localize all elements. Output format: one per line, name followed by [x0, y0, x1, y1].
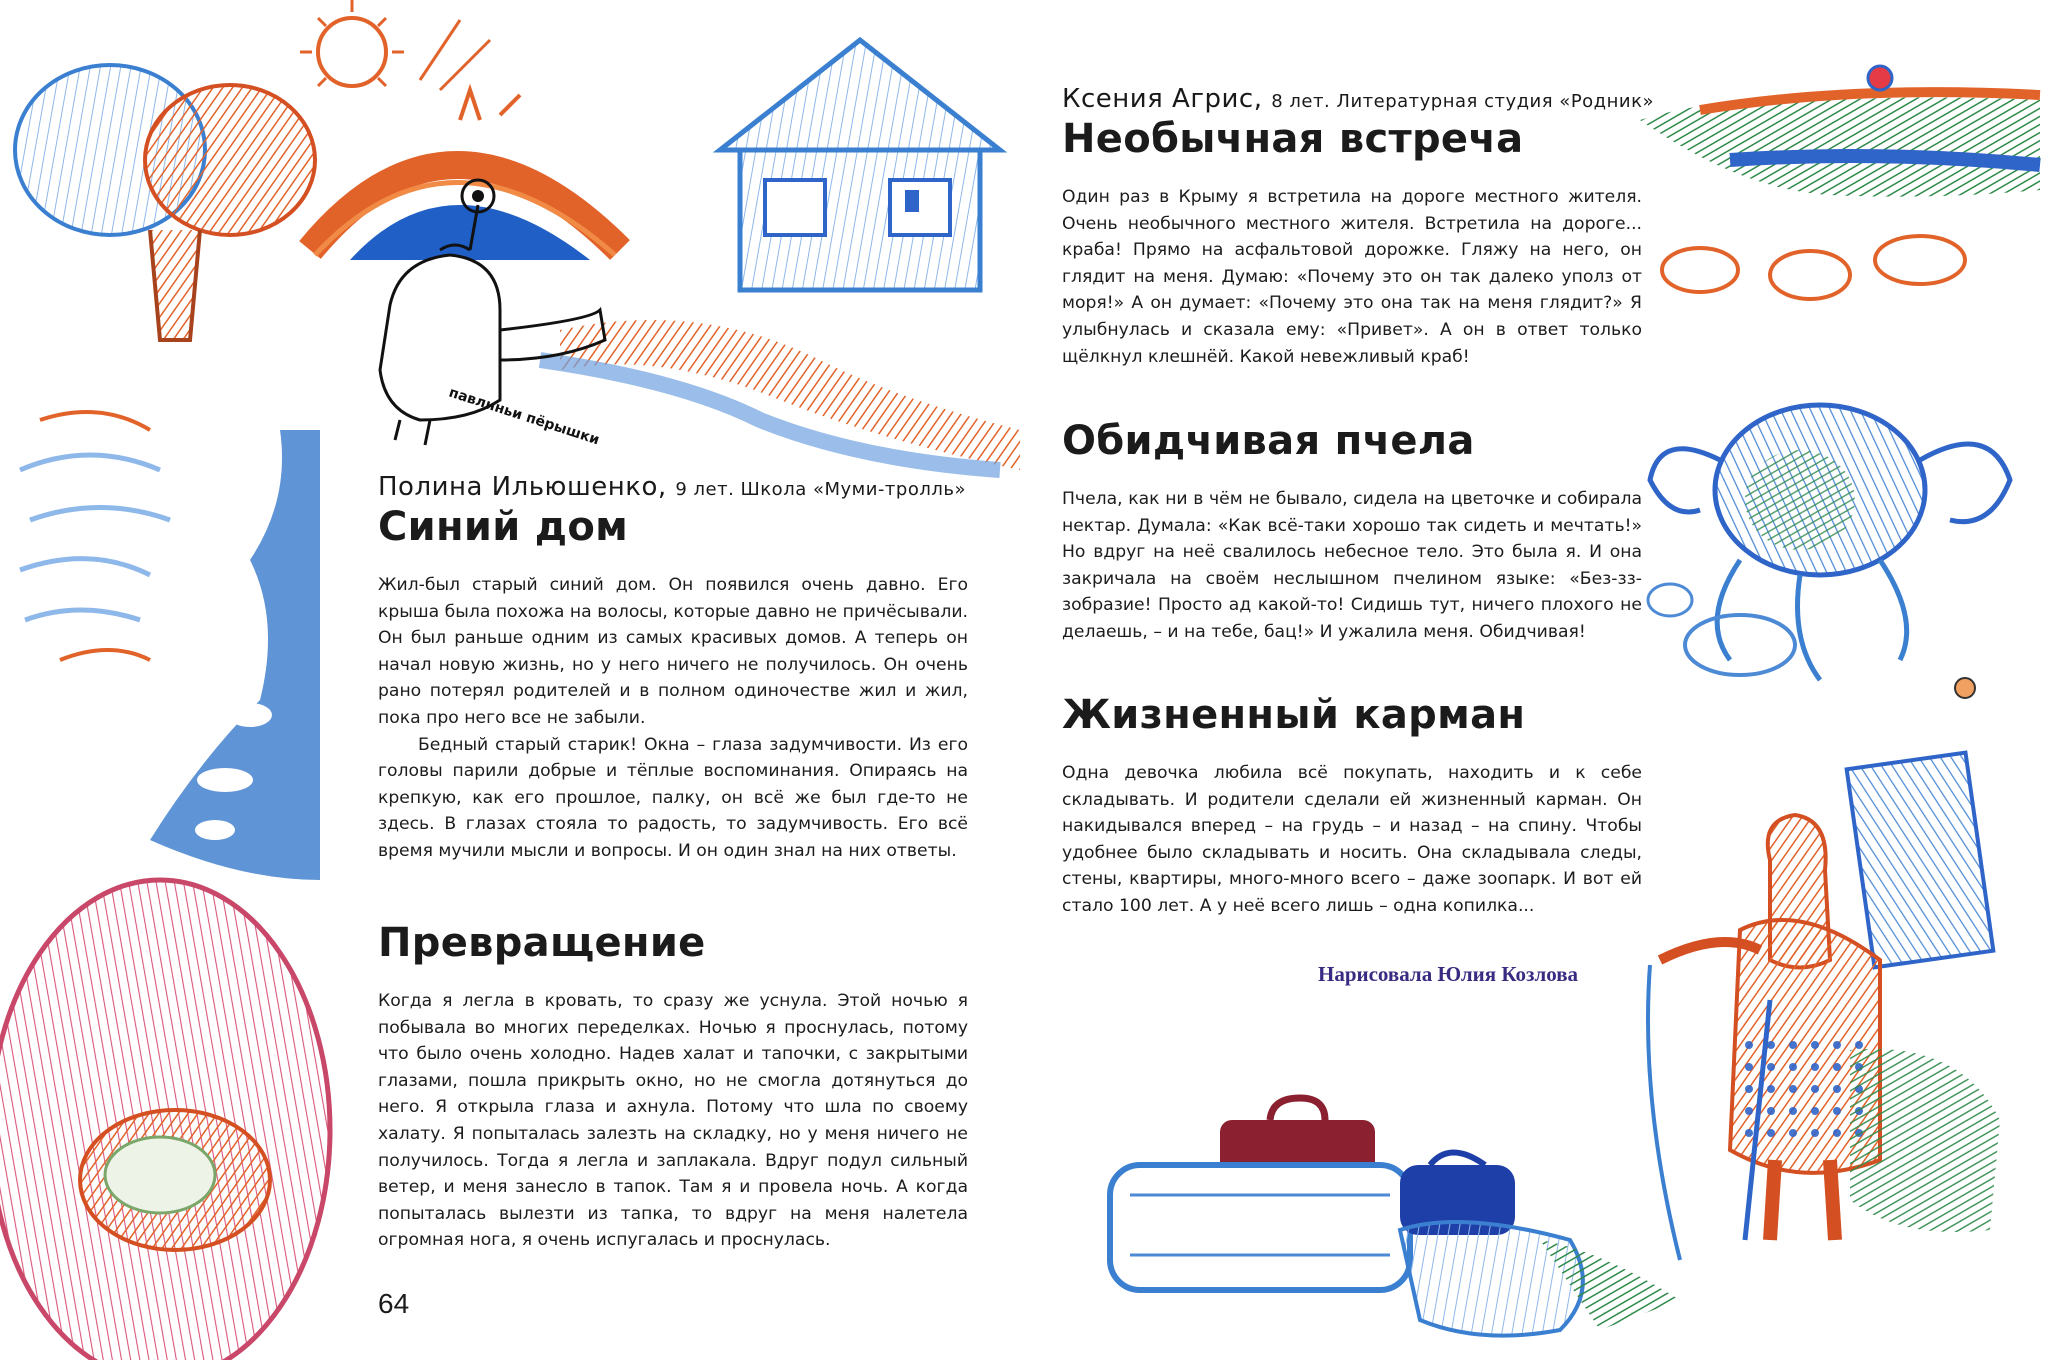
story-paragraph: Пчела, как ни в чём не бывало, сидела на цветочке и собирала нектар. Думала: «Как всё-таки хорошо так сидеть и мечтать!» Но вдруг на неё свалилось небесное тело. Это была я. И она закричала на своём неслышном пчелином языке: «Без-зз-зобразие! Просто ад какой-то! Сидишь тут, ничего плохого не делаешь, – и на тебе, бац!» И ужалила меня. Обидчивая!	[1062, 489, 1642, 642]
story-title: Синий дом	[378, 504, 629, 550]
author-name: Полина Ильюшенко,	[378, 472, 667, 502]
suitcases-drawing	[1110, 1098, 1680, 1336]
road-drawing	[540, 320, 1020, 470]
story-zhiznenny-karman	[1062, 692, 1642, 920]
story-prevrashchenie	[378, 920, 968, 1254]
bird-nest-drawing	[0, 880, 330, 1360]
author-meta: 8 лет. Литературная студия «Родник»	[1271, 91, 1654, 112]
sun-drawing	[300, 0, 490, 90]
story-obidchivaya-pchela	[1062, 418, 1642, 646]
author-meta: 9 лет. Школа «Муми-тролль»	[675, 479, 966, 500]
page-number: 64	[378, 1288, 410, 1319]
author-name: Ксения Агрис,	[1062, 84, 1263, 114]
bridge-drawing	[310, 90, 620, 260]
blue-house-drawing	[720, 40, 1000, 290]
story-paragraph: Когда я легла в кровать, то сразу же уснула. Этой ночью я побывала во многих переделках. Ночью я проснулась, потому что было очень холодно. Надев халат и тапочки, с закрытыми глазами, пошла прикрыть окно, но не смогла дотянуться до него. Я открыла глаза и ахнула. Потому что шла по своему халату. Я попыталась залезть на складку, но у меня ничего не получилось. Тогда я легла и заплакала. Вдруг подул сильный ветер, и меня занесло в тапок. Там я и провела ночь. А когда попыталась вылезти из тапка, то вдруг на меня налетела огромная нога, я очень испугалась и проснулась.	[378, 991, 968, 1251]
story-title: Необычная встреча	[1062, 116, 1524, 162]
illustrator-credit: Нарисовала Юлия Козлова	[1318, 962, 1579, 986]
story-paragraph: Бедный старый старик! Окна – глаза задумчивости. Из его головы парили добрые и тёплые воспоминания. Опираясь на крепкую, как его прошлое, палку, он всё же был где-то не здесь. В глазах стояла то радость, то задумчивость. Его всё время мучили мысли и вопросы. И он один знал на них ответы.	[378, 734, 968, 861]
crab-drawing	[1648, 405, 2010, 698]
author-line	[378, 472, 968, 502]
story-title: Обидчивая пчела	[1062, 418, 1475, 464]
story-title: Жизненный карман	[1062, 692, 1526, 738]
story-neobychnaya-vstrecha	[1062, 84, 1654, 370]
author-line	[1062, 84, 1654, 114]
story-paragraph: Одна девочка любила всё покупать, находить и к себе складывать. И родители сделали ей жизненный карман. Он накидывался вперед – на грудь – и назад – на спину. Чтобы удобнее было складывать и носить. Она складывала следы, стены, квартиры, много-много всего – даже зоопарк. И вот ей стало 100 лет. А у неё всего лишь – одна копилка...	[1062, 763, 1642, 916]
rainbow-fish-drawing	[1640, 66, 2040, 299]
tree-drawing	[15, 65, 315, 340]
logo-text: павлиньи пёрышки	[446, 384, 602, 449]
story-paragraph: Один раз в Крыму я встретила на дороге местного жителя. Очень необычного местного жителя. Встретила на дороге... краба! Прямо на асфальтовой дорожке. Гляжу на него, он глядит на меня. Думаю: «Почему это он так далеко уполз от моря!» А он думает: «Почему это она так на меня глядит?» Я улыбнулась и сказала ему: «Привет». А он в ответ только щёлкнул клешнёй. Какой невежливый краб!	[1062, 187, 1642, 367]
story-paragraph: Жил-был старый синий дом. Он появился очень давно. Его крыша была похожа на волосы, которые давно не причёсывали. Он был раньше одним из самых красивых домов. А теперь он начал новую жизнь, но у него ничего не получилось. Он очень рано потерял родителей и в полном одиночестве жил и жил, пока про него все не забыли.	[378, 575, 968, 728]
story-siniy-dom	[378, 472, 968, 865]
story-title: Превращение	[378, 920, 706, 966]
sky-strip-drawing	[20, 412, 320, 880]
girl-with-pocket-drawing	[1648, 753, 2000, 1260]
